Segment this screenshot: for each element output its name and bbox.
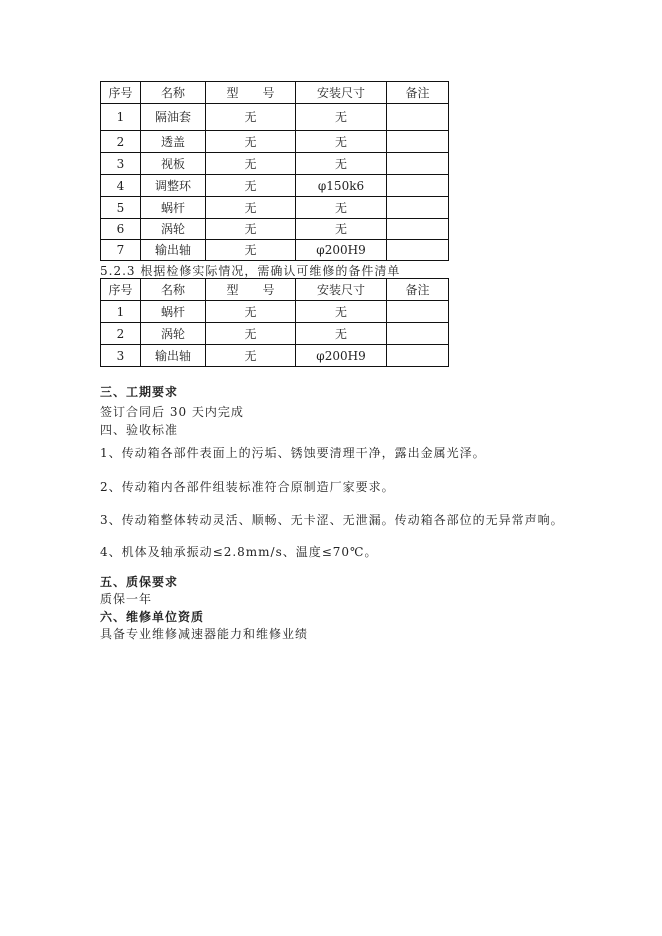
cell-model: 无 (206, 345, 296, 367)
cell-index: 4 (101, 175, 141, 197)
cell-index: 1 (101, 301, 141, 323)
cell-remark (387, 197, 449, 219)
cell-size: 无 (296, 153, 387, 175)
cell-index: 5 (101, 197, 141, 219)
table-row (101, 240, 449, 261)
cell-model: 无 (206, 131, 296, 153)
cell-model: 无 (206, 219, 296, 240)
table-header-row (101, 82, 449, 104)
cell-name: 涡轮 (141, 323, 206, 345)
cell-model: 无 (206, 301, 296, 323)
cell-size: φ200H9 (296, 240, 387, 261)
cell-remark (387, 131, 449, 153)
cell-remark (387, 301, 449, 323)
table-row (101, 345, 449, 367)
header-remark: 备注 (387, 82, 449, 104)
cell-name: 蜗杆 (141, 301, 206, 323)
section-3-title: 三、工期要求 (100, 385, 179, 399)
cell-model: 无 (206, 153, 296, 175)
cell-size: 无 (296, 323, 387, 345)
header-model: 型 号 (206, 279, 296, 301)
acceptance-item-4: 4、机体及轴承振动≤2.8mm/s、温度≤70℃。 (100, 545, 378, 559)
cell-name: 输出轴 (141, 345, 206, 367)
section-5-body: 质保一年 (100, 592, 153, 606)
cell-size: 无 (296, 197, 387, 219)
table-row (101, 323, 449, 345)
cell-remark (387, 153, 449, 175)
table-row (101, 197, 449, 219)
acceptance-item-3: 3、传动箱整体转动灵活、顺畅、无卡涩、无泄漏。传动箱各部位的无异常声响。 (100, 513, 564, 527)
parts-table-2 (100, 278, 449, 367)
cell-index: 3 (101, 345, 141, 367)
header-name: 名称 (141, 279, 206, 301)
header-size: 安装尺寸 (296, 279, 387, 301)
cell-index: 2 (101, 323, 141, 345)
section-6-title: 六、维修单位资质 (100, 610, 205, 624)
table-row (101, 175, 449, 197)
header-size: 安装尺寸 (296, 82, 387, 104)
cell-name: 视板 (141, 153, 206, 175)
cell-name: 输出轴 (141, 240, 206, 261)
acceptance-item-2: 2、传动箱内各部件组装标准符合原制造厂家要求。 (100, 480, 395, 494)
cell-remark (387, 219, 449, 240)
section-6-body: 具备专业维修减速器能力和维修业绩 (100, 627, 309, 641)
cell-size: φ200H9 (296, 345, 387, 367)
table-row (101, 153, 449, 175)
cell-name: 蜗杆 (141, 197, 206, 219)
cell-name: 调整环 (141, 175, 206, 197)
cell-index: 6 (101, 219, 141, 240)
section-5-title: 五、质保要求 (100, 575, 179, 589)
header-index: 序号 (101, 82, 141, 104)
cell-size: 无 (296, 104, 387, 131)
acceptance-item-1: 1、传动箱各部件表面上的污垢、锈蚀要清理干净，露出金属光泽。 (100, 446, 486, 460)
section-3-body: 签订合同后 30 天内完成 (100, 405, 244, 419)
cell-index: 1 (101, 104, 141, 131)
cell-model: 无 (206, 240, 296, 261)
cell-model: 无 (206, 197, 296, 219)
cell-size: 无 (296, 131, 387, 153)
parts-table-1 (100, 81, 449, 261)
header-model: 型 号 (206, 82, 296, 104)
cell-remark (387, 240, 449, 261)
cell-index: 2 (101, 131, 141, 153)
cell-name: 透盖 (141, 131, 206, 153)
table-row (101, 131, 449, 153)
cell-index: 3 (101, 153, 141, 175)
cell-size: 无 (296, 301, 387, 323)
cell-remark (387, 104, 449, 131)
table-row (101, 219, 449, 240)
table-row (101, 301, 449, 323)
table-row (101, 104, 449, 131)
header-remark: 备注 (387, 279, 449, 301)
header-index: 序号 (101, 279, 141, 301)
cell-size: φ150k6 (296, 175, 387, 197)
cell-remark (387, 345, 449, 367)
cell-index: 7 (101, 240, 141, 261)
cell-size: 无 (296, 219, 387, 240)
cell-model: 无 (206, 104, 296, 131)
cell-model: 无 (206, 323, 296, 345)
cell-name: 涡轮 (141, 219, 206, 240)
cell-name: 隔油套 (141, 104, 206, 131)
section-4-title: 四、验收标准 (100, 423, 179, 437)
header-name: 名称 (141, 82, 206, 104)
cell-remark (387, 175, 449, 197)
cell-model: 无 (206, 175, 296, 197)
cell-remark (387, 323, 449, 345)
table2-caption: 5.2.3 根据检修实际情况，需确认可维修的备件清单 (100, 264, 401, 278)
table-header-row (101, 279, 449, 301)
